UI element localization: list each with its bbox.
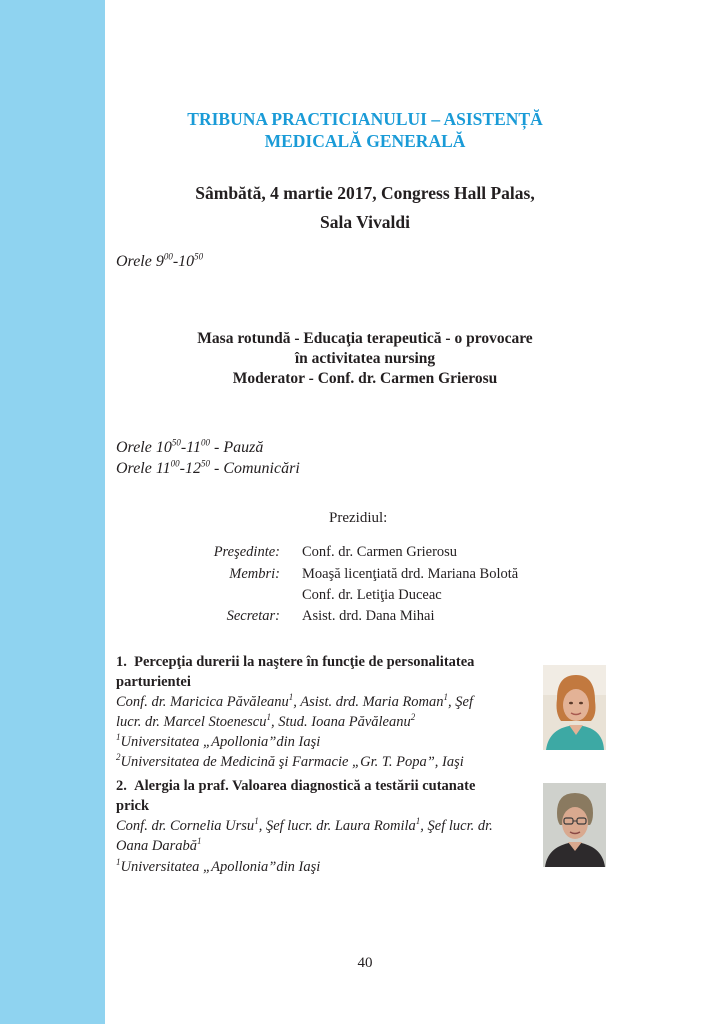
author-photo-1 xyxy=(543,665,606,750)
schedule-communications: Orele $11^{00}-12^{50}$ - Comunicări xyxy=(116,458,300,477)
presidium-value: Moaşă licenţiată drd. Mariana Bolotă xyxy=(302,566,519,582)
presidium-value: Conf. dr. Letiţia Duceac xyxy=(302,587,442,603)
schedule-block xyxy=(116,437,300,479)
abstract-title-1: 1. Percepţia durerii la naştere în funcţie de personalitatea parturientei xyxy=(116,654,475,690)
abstract-authors-2: Conf. dr. Cornelia Ursu$^1$, Şef lucr. dr. Laura Romila$^1$, Şef lucr. dr. xyxy=(116,816,493,834)
schedule-pause: Orele $10^{50}-11^{00}$ - Pauză xyxy=(116,437,264,456)
abstract-affiliation: $^1$Universitatea „Apollonia”din Iaşi xyxy=(116,857,321,875)
abstract-affiliation: $^2$Universitatea de Medicină şi Farmacie „Gr. T. Popa”, Iaşi xyxy=(116,752,464,770)
page-number: 40 xyxy=(357,955,373,971)
section-title: TRIBUNA PRACTICIANULUI – ASISTENȚĂ MEDICALĂ GENERALĂ xyxy=(187,109,543,151)
abstract-affiliation: $^1$Universitatea „Apollonia”din Iaşi xyxy=(116,732,321,750)
presidium-label: Membri: xyxy=(229,566,280,582)
author-photo-2 xyxy=(543,783,606,867)
abstract-authors-1: Conf. dr. Maricica Păvăleanu$^1$, Asist. drd. Maria Roman$^1$, Şef xyxy=(116,692,473,710)
abstract-authors-2-cont: Oana Darabă$^1$ xyxy=(116,836,202,854)
roundtable-block: Masa rotundă - Educaţia terapeutică - o provocare în activitatea nursing Moderator - Conf. dr. Carmen Grierosu xyxy=(197,330,533,387)
abstract-authors-1-cont: lucr. dr. Marcel Stoenescu$^1$, Stud. Ioana Păvăleanu$^2$ xyxy=(116,712,416,730)
presidium-label: Secretar: xyxy=(226,608,280,624)
presidium-heading: Prezidiul: xyxy=(329,510,388,526)
side-color-band xyxy=(0,0,105,1024)
session-hours: Orele $9^{00}-10^{50}$ xyxy=(116,251,204,270)
presidium-value: Conf. dr. Carmen Grierosu xyxy=(302,544,458,560)
abstract-title-2: 2. Alergia la praf. Valoarea diagnostică a testării cutanate prick xyxy=(116,778,476,814)
presidium-value: Asist. drd. Dana Mihai xyxy=(302,608,435,624)
presidium-label: Preşedinte: xyxy=(213,544,280,560)
date-venue: Sâmbătă, 4 martie 2017, Congress Hall Palas, Sala Vivaldi xyxy=(195,183,535,232)
